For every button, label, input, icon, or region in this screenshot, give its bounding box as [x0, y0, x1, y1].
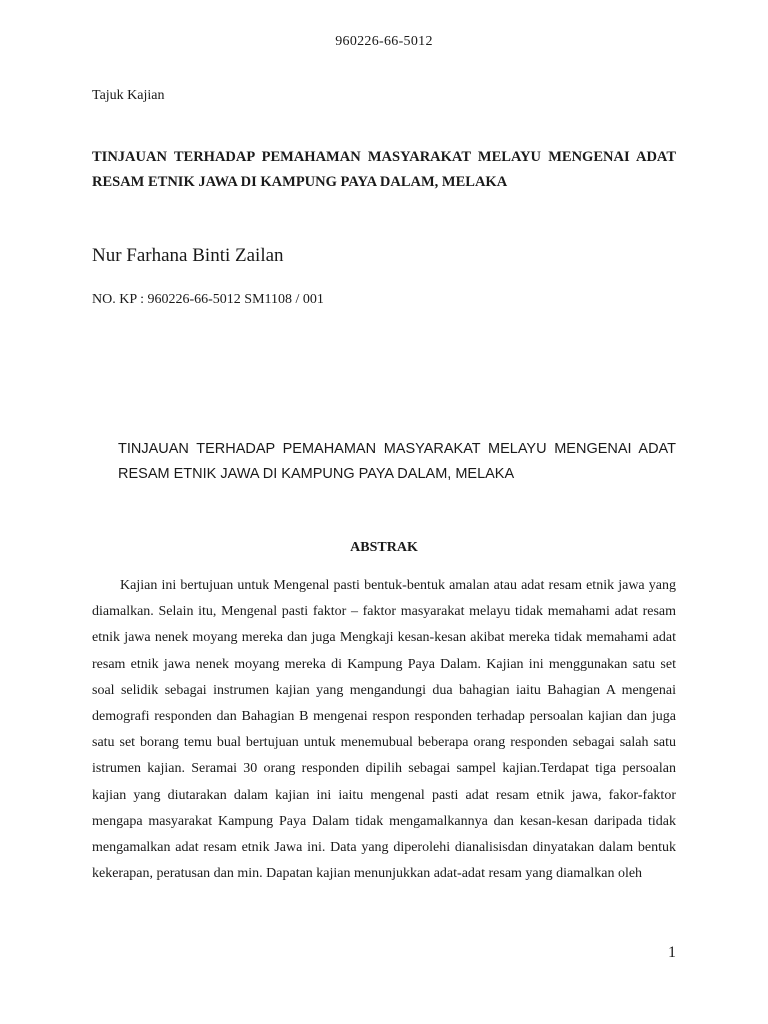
research-title-bold: TINJAUAN TERHADAP PEMAHAMAN MASYARAKAT MELAYU MENGENAI ADAT RESAM ETNIK JAWA DI KAMPUNG PAYA DALAM, MELAKA [92, 149, 676, 190]
research-title-repeat: TINJAUAN TERHADAP PEMAHAMAN MASYARAKAT MELAYU MENGENAI ADAT RESAM ETNIK JAWA DI KAMPUNG PAYA DALAM, MELAKA [118, 441, 676, 482]
abstract-heading: ABSTRAK [350, 540, 418, 555]
abstract-paragraph: Kajian ini bertujuan untuk Mengenal pasti bentuk-bentuk amalan atau adat resam etnik jawa yang diamalkan. Selain itu, Mengenal pasti faktor – faktor masyarakat melayu tidak memahami adat resam etnik jawa nenek moyang mereka dan juga Mengkaji kesan-kesan akibat mereka tidak memahami adat resam etnik jawa nenek moyang mereka di Kampung Paya Dalam. Kajian ini menggunakan satu set soal selidik sebagai instrumen kajian yang mengandungi dua bahagian iaitu Bahagian A mengenai demografi responden dan Bahagian B mengenai respon responden terhadap persoalan kajian dan juga satu set borang temu bual bertujuan untuk menemubual beberapa orang responden sebagai salah satu istrumen kajian. Seramai 30 orang responden dipilih sebagai sampel kajian.Terdapat tiga persoalan kajian yang diutarakan dalam kajian ini iaitu mengenal pasti adat resam etnik jawa, fakor-faktor mengapa masyarakat Kampung Paya Dalam tidak mengamalkannya dan kesan-kesan daripada tidak mengamalkan adat resam etnik Jawa ini. Data yang diperolehi dianalisisdan dinyatakan dalam bentuk kekerapan, peratusan dan min. Dapatan kajian menunjukkan adat-adat resam yang diamalkan oleh [92, 578, 676, 882]
author-name: Nur Farhana Binti Zailan [92, 245, 284, 266]
page-header-id-number: 960226-66-5012 [335, 34, 433, 49]
identity-number-line: NO. KP : 960226-66-5012 SM1108 / 001 [92, 292, 324, 307]
tajuk-kajian-label: Tajuk Kajian [92, 88, 165, 103]
page-number: 1 [668, 944, 676, 961]
